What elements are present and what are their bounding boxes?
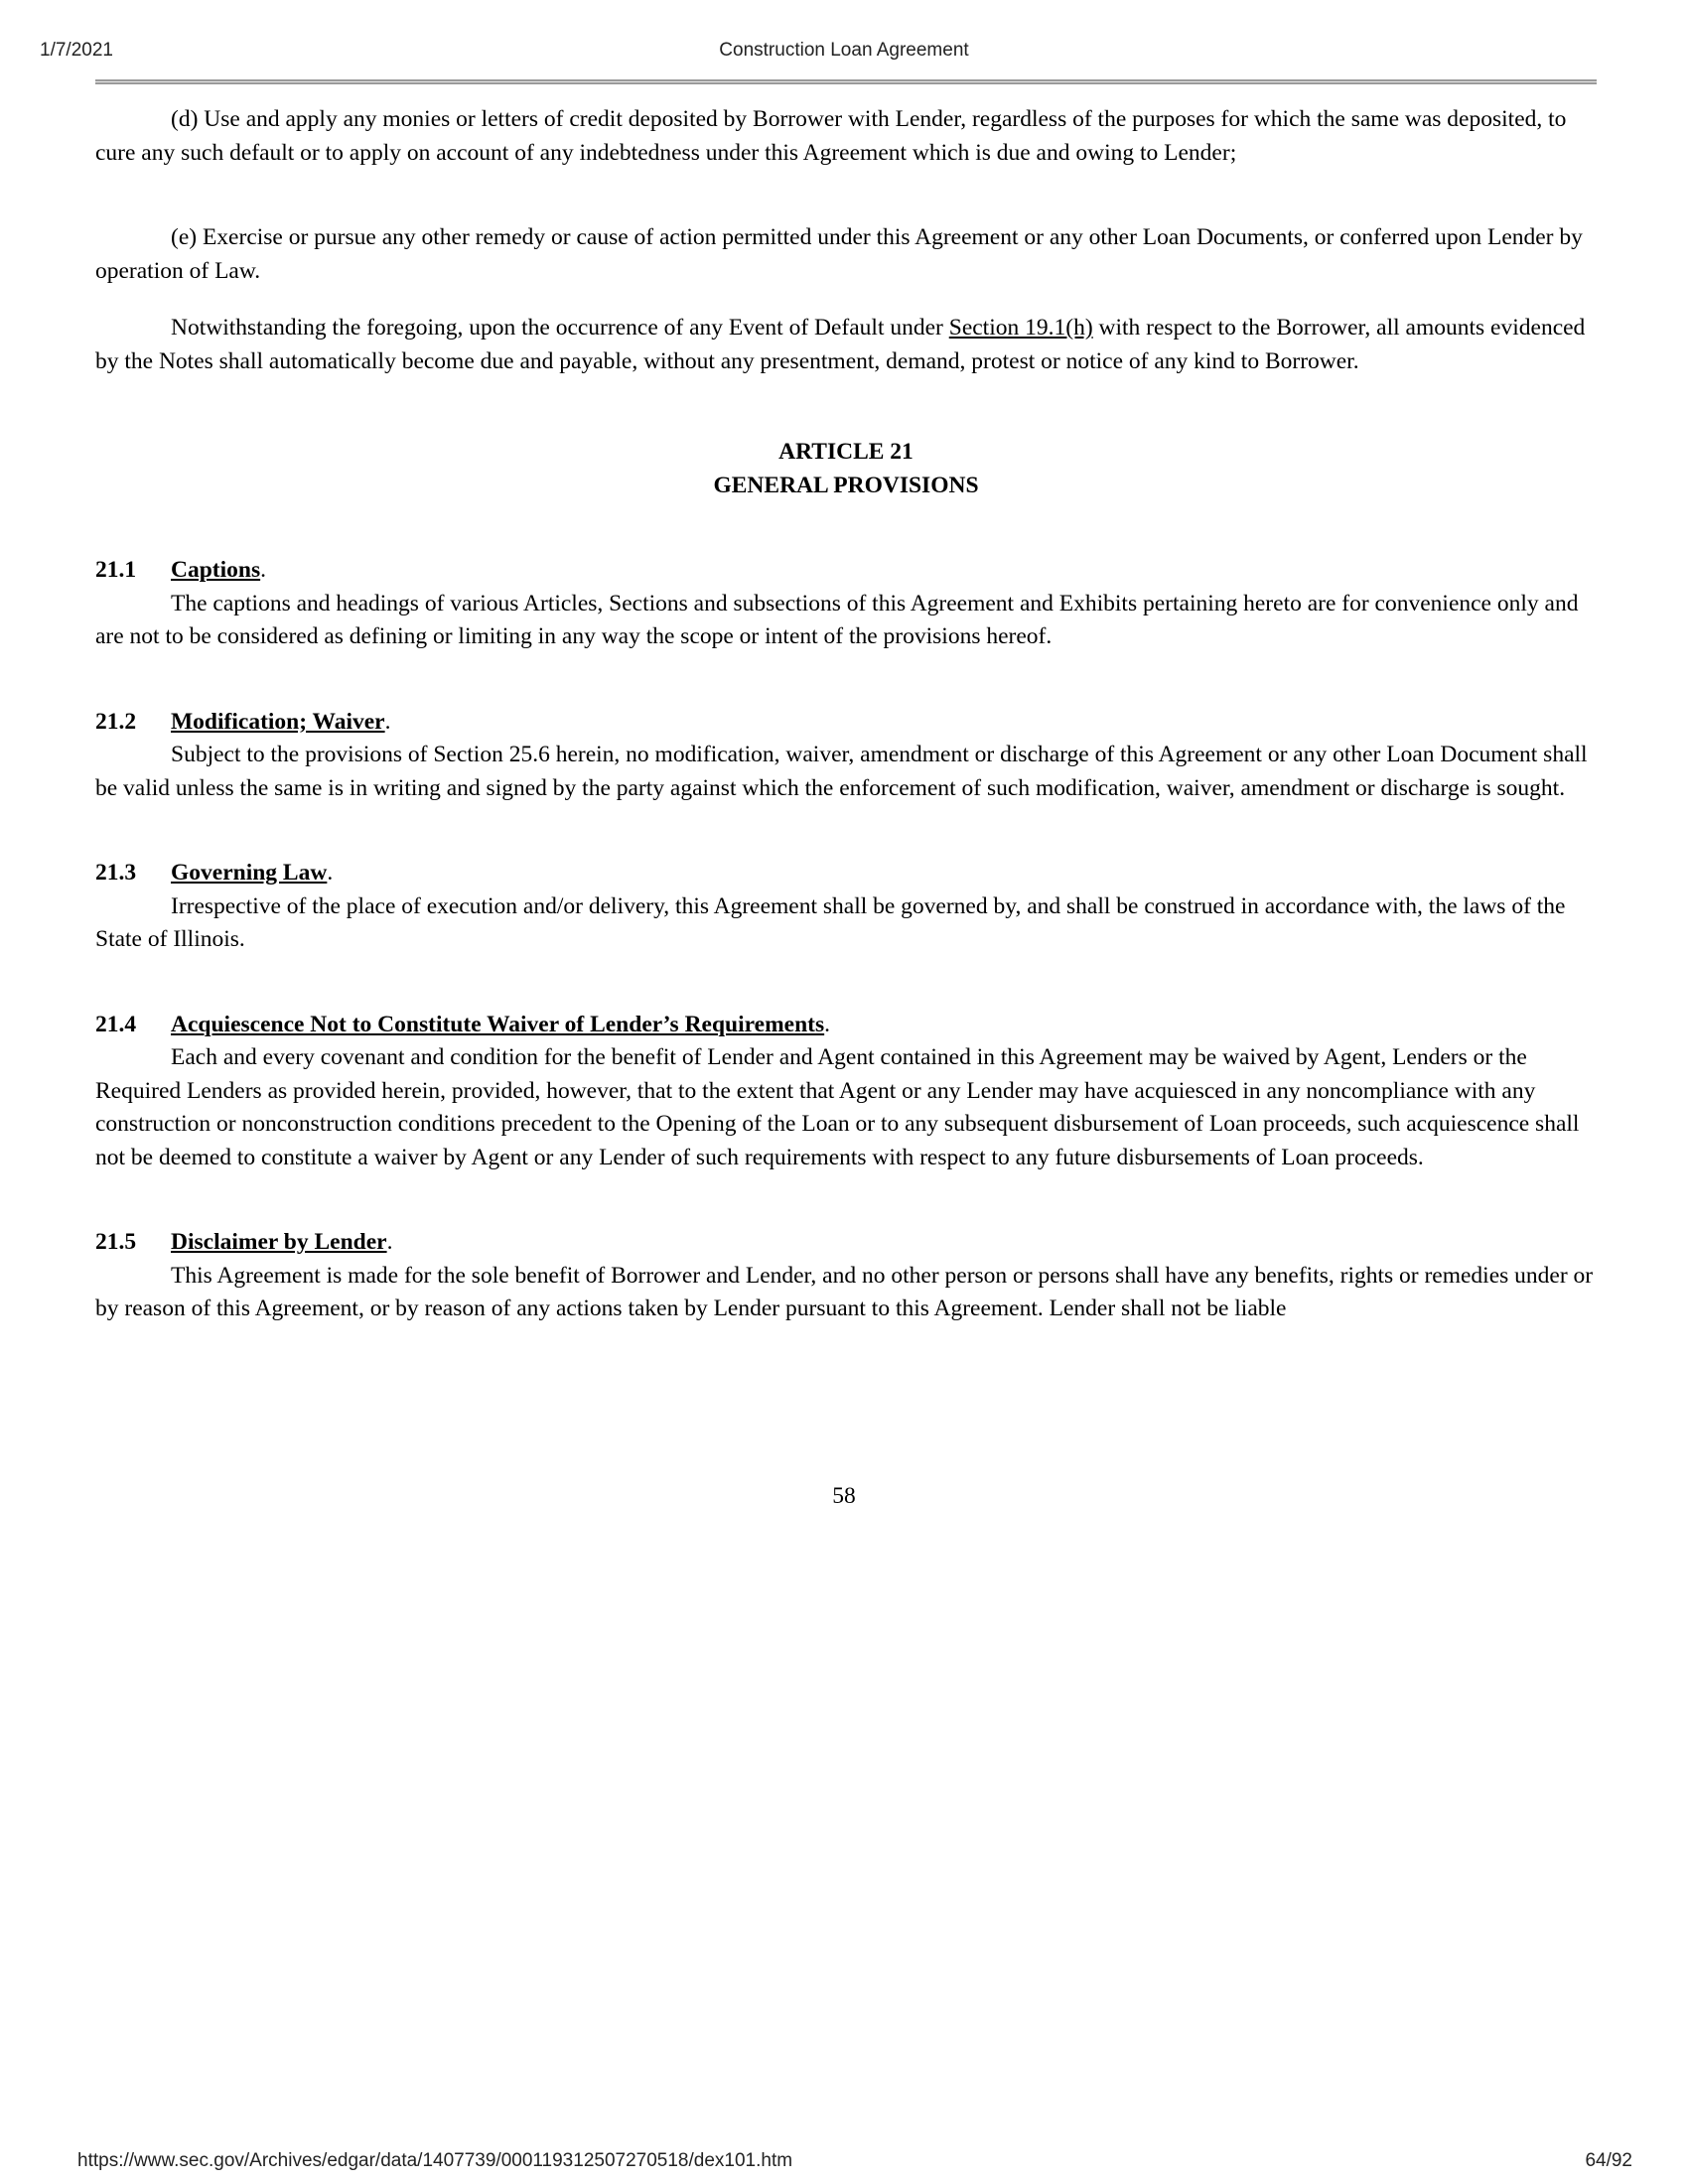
section-title: Governing Law <box>171 860 328 886</box>
document-body <box>95 103 1597 1326</box>
section-19-1h-link[interactable]: Section 19.1(h) <box>948 315 1093 341</box>
section-text: Irrespective of the place of execution and/or delivery, this Agreement shall be governed by, and shall be construed in accordance with, the laws of the State of Illinois. <box>95 892 1566 952</box>
header-rule <box>95 79 1597 84</box>
period: . <box>386 1229 393 1255</box>
section-number: 21.1 <box>95 557 137 583</box>
section-heading <box>95 706 1597 740</box>
paragraph-notwithstanding <box>95 312 1597 378</box>
article-title: GENERAL PROVISIONS <box>713 472 979 498</box>
section-title: Captions <box>171 557 261 583</box>
section-title: Modification; Waiver <box>171 708 385 735</box>
section-number: 21.4 <box>95 1011 137 1037</box>
section-title: Disclaimer by Lender <box>171 1229 387 1255</box>
section-heading <box>95 1226 1597 1260</box>
paragraph-e: (e) Exercise or pursue any other remedy or cause of action permitted under this Agreement or any other Loan Documents, or conferred upon Lender by operation of Law. <box>95 224 1583 284</box>
section-number: 21.5 <box>95 1229 137 1255</box>
period: . <box>327 860 334 886</box>
print-page-count: 64/92 <box>1585 2150 1632 2171</box>
paragraph-text: with respect to the Borrower, all amounts evidenced by the Notes shall automatically become due and payable, without any presentment, demand, protest or notice of any kind to Borrower. <box>95 315 1586 374</box>
source-url: https://www.sec.gov/Archives/edgar/data/1407739/000119312507270518/dex101.htm <box>77 2150 793 2171</box>
section-text: Subject to the provisions of Section 25.6 herein, no modification, waiver, amendment or discharge of this Agreement or any other Loan Document shall be valid unless the same is in writing and signed by the party against which the enforcement of such modification, waiver, amendment or discharge is sought. <box>95 742 1588 801</box>
section-title: Acquiescence Not to Constitute Waiver of Lender’s Requirements <box>171 1011 825 1037</box>
section-text: Each and every covenant and condition for the benefit of Lender and Agent contained in this Agreement may be waived by Agent, Lenders or the Required Lenders as provided herein, provided, however, that to the extent that Agent or any Lender may have acquiesced in any noncompliance with any construction or nonconstruction conditions precedent to the Opening of the Loan or to any subsequent disbursement of Loan proceeds, such acquiescence shall not be deemed to constitute a waiver by Agent or any Lender of such requirements with respect to any future disbursements of Loan proceeds. <box>95 1044 1580 1170</box>
period: . <box>384 708 391 735</box>
period: . <box>260 557 266 583</box>
section-heading <box>95 554 1597 588</box>
section-text: The captions and headings of various Articles, Sections and subsections of this Agreement and Exhibits pertaining hereto are for convenience only and are not to be considered as defining or limiting in any way the scope or intent of the provisions hereof. <box>95 590 1579 649</box>
paragraph-text: Notwithstanding the foregoing, upon the occurrence of any Event of Default under <box>171 315 949 341</box>
section-number: 21.3 <box>95 860 137 886</box>
section-text: This Agreement is made for the sole benefit of Borrower and Lender, and no other person or persons shall have any benefits, rights or remedies under or by reason of this Agreement, or by reason of any actions taken by Lender pursuant to this Agreement. Lender shall not be liable <box>95 1262 1594 1321</box>
period: . <box>824 1011 831 1037</box>
section-heading <box>95 1009 1597 1042</box>
article-number: ARTICLE 21 <box>778 439 914 465</box>
paragraph-d: (d) Use and apply any monies or letters of credit deposited by Borrower with Lender, regardless of the purposes for which the same was deposited, to cure any such default or to apply on account of any indebtedness under this Agreement which is due and owing to Lender; <box>95 106 1567 166</box>
print-date: 1/7/2021 <box>40 40 113 61</box>
page-number: 58 <box>832 1483 856 1509</box>
document-title: Construction Loan Agreement <box>719 40 969 61</box>
section-number: 21.2 <box>95 708 137 735</box>
section-heading <box>95 857 1597 890</box>
